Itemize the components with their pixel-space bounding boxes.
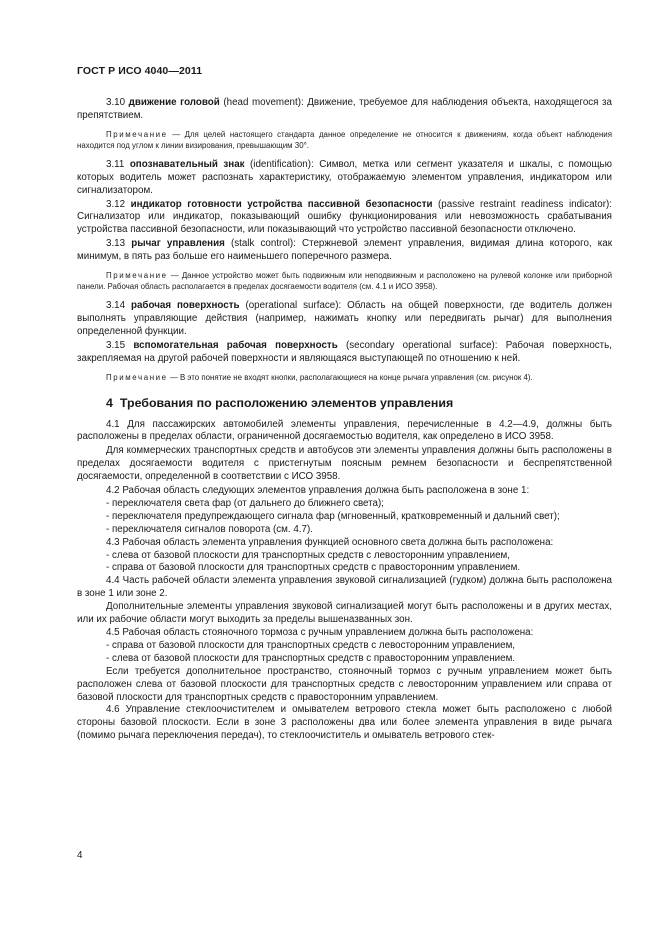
list-item: - справа от базовой плоскости для транспортных средств с левосторонним управлением, xyxy=(106,639,516,651)
list-item: - переключателя предупреждающего сигнала фар (мгновенный, кратковременный и дальний свет); xyxy=(106,510,560,522)
paragraph-4-4: 4.4 Часть рабочей области элемента управления звуковой сигнализацией (гудком) должна быть расположена в зоне 1 или зоне 2. xyxy=(77,575,612,600)
list-item: - справа от базовой плоскости для транспортных средств с правосторонним управлением. xyxy=(106,562,521,574)
term: движение головой xyxy=(128,97,220,108)
note-3-13: Примечание — Данное устройство может быть подвижным или неподвижным и расположено на рулевой колонке или приборной панели. Рабочая область располагается в пределах досягаемости водителя (см. 4.1 и ИСО 3958). xyxy=(77,271,612,292)
paragraph-4-5-additional: Если требуется дополнительное пространство, стояночный тормоз с ручным управлением может быть расположен слева от базовой плоскости для транспортных средств с левосторонним управлением или справа от базовой плоскости для транспортных средств с правосторонним управлением. xyxy=(77,665,612,703)
note-3-15: Примечание — В это понятие не входят кнопки, располагающиеся на конце рычага управления (см. рисунок 4). xyxy=(106,372,533,382)
paragraph-4-5: 4.5 Рабочая область стояночного тормоза с ручным управлением должна быть расположена: xyxy=(106,627,534,638)
note-3-10: Примечание — Для целей настоящего стандарта данное определение не относится к движениям, когда объект наблюдения находится под углом к линии визирования, превышающим 30°. xyxy=(77,129,612,150)
definition-3-13: 3.13 рычаг управления (stalk control): Стержневой элемент управления, видимая длина которого, как минимум, в пять раз больше его наименьшего поперечного размера. xyxy=(77,238,612,263)
term: рычаг управления xyxy=(131,238,225,250)
term: опознавательный знак xyxy=(129,158,245,170)
page-number: 4 xyxy=(77,850,83,861)
definition-3-10: 3.10 движение головой (head movement): Движение, требуемое для наблюдения объекта, находящегося за препятствием. xyxy=(77,97,612,121)
note-label: Примечание xyxy=(106,271,168,281)
definition-3-14: 3.14 рабочая поверхность (operational surface): Область на общей поверхности, где водитель должен выполнять управляющие действия (например, нажимать кнопку или передвигать рычаг) для выполнения определенной функции. xyxy=(77,300,612,337)
note-label: Примечание xyxy=(106,372,168,382)
paragraph-4-2: 4.2 Рабочая область следующих элементов управления должна быть расположена в зоне 1: xyxy=(106,485,530,497)
paragraph-4-1-commercial: Для коммерческих транспортных средств и автобусов эти элементы управления должны быть расположены в пределах досягаемости водителя с пристегнутым поясным ремнем безопасности и беспрепятственной досягаемости, определенной в соответствии с ИСО 3958. xyxy=(77,445,612,483)
list-item: - слева от базовой плоскости для транспортных средств с левосторонним управлением, xyxy=(106,549,510,561)
paragraph-4-4-additional: Дополнительные элементы управления звуковой сигнализацией могут быть расположены и в других местах, или их рабочие области могут выходить за пределы вышеназванных зон. xyxy=(77,601,612,626)
list-item: - переключателя сигналов поворота (см. 4.7). xyxy=(106,523,313,535)
document-body xyxy=(77,97,612,743)
section-4-heading: 4 Требования по расположению элементов управления xyxy=(106,395,454,410)
definition-3-15: 3.15 вспомогательная рабочая поверхность (secondary operational surface): Рабочая поверхность, закрепляемая на другой рабочей поверхности и являющаяся выступающей по отношению к ней. xyxy=(77,339,612,364)
paragraph-4-1: 4.1 Для пассажирских автомобилей элементы управления, перечисленные в 4.2—4.9, должны быть расположены в пределах области, ограниченной досягаемостью водителя, как определено в ИСО 3958. xyxy=(77,418,612,443)
document-header: ГОСТ Р ИСО 4040—2011 xyxy=(77,65,203,77)
paragraph-4-6: 4.6 Управление стеклоочистителем и омывателем ветрового стекла может быть расположено с любой стороны базовой плоскости. Если в зоне 3 расположены два или более элемента управления в виде рычага (помимо рычага переключения передач), то стеклоочиститель и омыватель ветрового стек- xyxy=(77,704,612,742)
term: рабочая поверхность xyxy=(130,300,240,312)
note-label: Примечание xyxy=(106,129,168,139)
list-item: - переключателя света фар (от дальнего до ближнего света); xyxy=(106,497,384,509)
list-item: - слева от базовой плоскости для транспортных средств с правосторонним управлением. xyxy=(106,652,516,664)
definition-3-11: 3.11 опознавательный знак (identification): Символ, метка или сегмент указателя и шкалы, с помощью которых водитель может распознать характеристику, отображаемую элементом управления, индикатором или сигнализатором. xyxy=(77,158,613,196)
term: индикатор готовности устройства пассивной безопасности xyxy=(130,198,433,210)
paragraph-4-3: 4.3 Рабочая область элемента управления функцией основного света должна быть расположена: xyxy=(106,536,554,548)
definition-3-12: 3.12 индикатор готовности устройства пассивной безопасности (passive restraint readiness indicator): Сигнализатор или индикатор, показывающий ошибку функционирования или невозможность срабатывания устройства пассивной безопасности, или показывающий что устройство пассивной безопасности отключено. xyxy=(77,198,612,236)
term: вспомогательная рабочая поверхность xyxy=(133,339,338,351)
